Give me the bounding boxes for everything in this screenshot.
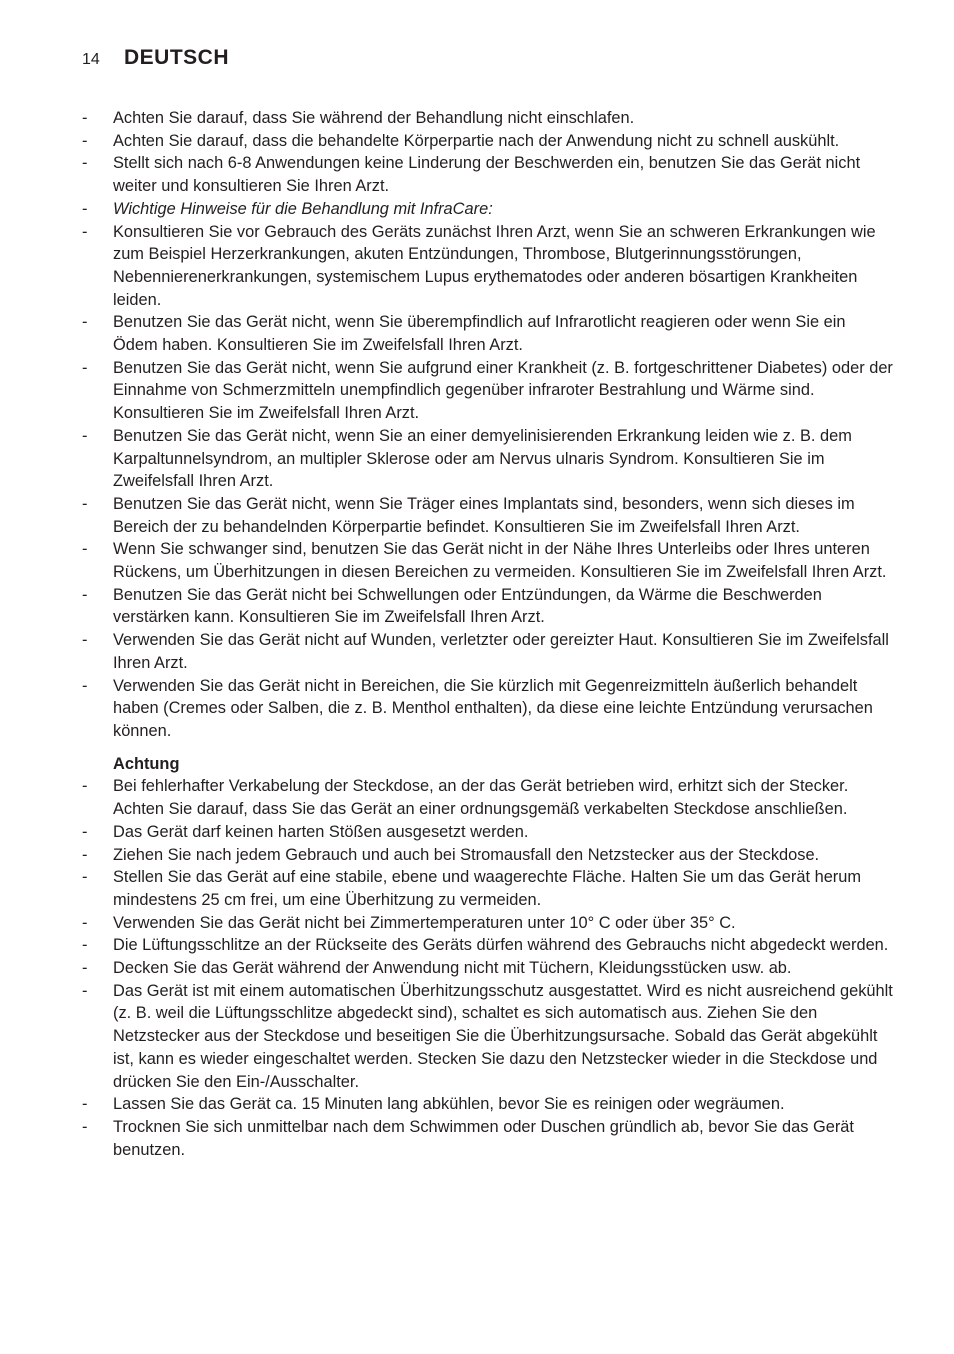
list-item-text: Verwenden Sie das Gerät nicht in Bereichen, die Sie kürzlich mit Gegenreizmitteln äußerlich behandelt haben (Cremes oder Salben, die z. B. Menthol enthalten), da diese eine leichte Entzündung verursachen können. bbox=[113, 676, 873, 740]
caution-list bbox=[82, 775, 894, 1161]
list-item-text: Die Lüftungsschlitze an der Rückseite des Geräts dürfen während des Gebrauchs nicht abgedeckt werden. bbox=[113, 936, 889, 955]
list-item bbox=[82, 538, 894, 583]
list-item-text: Verwenden Sie das Gerät nicht auf Wunden, verletzter oder gereizter Haut. Konsultieren Sie im Zweifelsfall Ihren Arzt. bbox=[113, 631, 889, 672]
list-item-text: Decken Sie das Gerät während der Anwendung nicht mit Tüchern, Kleidungsstücken usw. ab. bbox=[113, 959, 792, 978]
language-heading: DEUTSCH bbox=[124, 46, 230, 69]
list-item bbox=[82, 107, 894, 130]
bullet-dash: - bbox=[82, 585, 88, 604]
list-item-text: Benutzen Sie das Gerät nicht bei Schwellungen oder Entzündungen, da Wärme die Beschwerden verstärken kann. Konsultieren Sie im Zweifelsfall Ihren Arzt. bbox=[113, 585, 822, 627]
list-item bbox=[82, 311, 894, 356]
list-item bbox=[82, 152, 894, 197]
list-item bbox=[82, 980, 894, 1094]
list-item bbox=[82, 934, 894, 957]
list-item-text: Benutzen Sie das Gerät nicht, wenn Sie aufgrund einer Krankheit (z. B. fortgeschrittener Diabetes) oder der Einnahme von Schmerzmitteln unempfindlich gegenüber infraroter Bestrahlung und Wärme sind. Konsultieren Sie im Zweifelsfall Ihren Arzt. bbox=[113, 358, 893, 423]
list-item bbox=[82, 775, 894, 820]
bullet-dash: - bbox=[82, 313, 88, 332]
list-item bbox=[82, 866, 894, 911]
list-item-text: Verwenden Sie das Gerät nicht bei Zimmertemperaturen unter 10° C oder über 35° C. bbox=[113, 913, 736, 932]
bullet-dash: - bbox=[82, 868, 88, 887]
bullet-dash: - bbox=[82, 109, 88, 127]
bullet-dash: - bbox=[82, 777, 88, 796]
list-item bbox=[82, 584, 894, 629]
safety-list bbox=[82, 107, 894, 743]
list-item-text: Konsultieren Sie vor Gebrauch des Geräts zunächst Ihren Arzt, wenn Sie an schweren Erkrankungen wie zum Beispiel Herzerkrankungen, akuten Entzündungen, Thrombose, Blutgerinnungsstörungen, Nebennierenerkrankungen, systemischem Lupus erythematodes oder anderen bösartigen Krankheiten leiden. bbox=[113, 222, 876, 309]
page-header bbox=[82, 46, 229, 70]
bullet-dash: - bbox=[82, 959, 88, 978]
bullet-dash: - bbox=[82, 154, 88, 173]
bullet-dash: - bbox=[82, 1117, 88, 1136]
list-item bbox=[82, 912, 894, 935]
list-item-text: Trocknen Sie sich unmittelbar nach dem Schwimmen oder Duschen gründlich ab, bevor Sie das Gerät benutzen. bbox=[113, 1117, 854, 1159]
bullet-dash: - bbox=[82, 131, 88, 150]
list-item-text: Achten Sie darauf, dass Sie während der Behandlung nicht einschlafen. bbox=[113, 109, 635, 127]
list-item-text: Benutzen Sie das Gerät nicht, wenn Sie an einer demyelinisierenden Erkrankung leiden wie z. B. dem Karpaltunnelsyndrom, an multipler Sklerose oder am Nervus ulnaris Syndrom. Konsultieren Sie im Zweifelsfall Ihren Arzt. bbox=[113, 426, 852, 491]
list-item bbox=[82, 821, 894, 844]
list-item bbox=[82, 957, 894, 980]
bullet-dash: - bbox=[82, 981, 88, 1000]
bullet-dash: - bbox=[82, 199, 88, 218]
list-item-text: Stellt sich nach 6-8 Anwendungen keine Linderung der Beschwerden ein, benutzen Sie das Gerät nicht weiter und konsultieren Sie Ihren Arzt. bbox=[113, 154, 861, 196]
bullet-dash: - bbox=[82, 631, 88, 650]
list-item-text: Bei fehlerhafter Verkabelung der Steckdose, an der das Gerät betrieben wird, erhitzt sich der Stecker. Achten Sie darauf, dass Sie das Gerät an einer ordnungsgemäß verkabelten Steckdose anschließen. bbox=[113, 777, 849, 819]
list-item bbox=[82, 425, 894, 493]
bullet-dash: - bbox=[82, 358, 88, 377]
bullet-dash: - bbox=[82, 426, 88, 445]
list-item-text: Das Gerät ist mit einem automatischen Überhitzungsschutz ausgestattet. Wird es nicht ausreichend gekühlt (z. B. weil die Lüftungsschlitze abgedeckt sind), schaltet es sich automatisch aus. Ziehen Sie den Netzstecker aus der Steckdose und beseitigen Sie die Überhitzungsursache. Sobald das Gerät abgekühlt ist, kann es wieder eingeschaltet werden. Stecken Sie dazu den Netzstecker wieder in die Steckdose und drücken Sie den Ein-/Ausschalter. bbox=[113, 981, 893, 1091]
bullet-dash: - bbox=[82, 1095, 88, 1114]
bullet-dash: - bbox=[82, 222, 88, 241]
list-item bbox=[82, 675, 894, 743]
list-item bbox=[82, 357, 894, 425]
list-item bbox=[82, 629, 894, 674]
list-item bbox=[82, 1116, 894, 1161]
list-item bbox=[82, 493, 894, 538]
page-content bbox=[82, 107, 894, 1161]
list-item-text: Das Gerät darf keinen harten Stößen ausgesetzt werden. bbox=[113, 822, 529, 841]
bullet-dash: - bbox=[82, 540, 88, 559]
list-item-text: Stellen Sie das Gerät auf eine stabile, ebene und waagerechte Fläche. Halten Sie um das Gerät herum mindestens 25 cm frei, um eine Überhitzung zu vermeiden. bbox=[113, 868, 862, 909]
list-item-text: Lassen Sie das Gerät ca. 15 Minuten lang abkühlen, bevor Sie es reinigen oder wegräumen. bbox=[113, 1095, 785, 1114]
list-item-text: Achten Sie darauf, dass die behandelte Körperpartie nach der Anwendung nicht zu schnell auskühlt. bbox=[113, 131, 840, 150]
bullet-dash: - bbox=[82, 845, 88, 864]
page-number: 14 bbox=[82, 51, 100, 68]
section-heading-achtung: Achtung bbox=[113, 754, 180, 773]
list-item-text: Ziehen Sie nach jedem Gebrauch und auch bei Stromausfall den Netzstecker aus der Steckdose. bbox=[113, 845, 820, 864]
list-item bbox=[82, 198, 894, 221]
list-item-text: Wichtige Hinweise für die Behandlung mit InfraCare: bbox=[113, 199, 493, 218]
list-item bbox=[82, 844, 894, 867]
list-item-text: Benutzen Sie das Gerät nicht, wenn Sie Träger eines Implantats sind, besonders, wenn sich dieses im Bereich der zu behandelnden Körperpartie befindet. Konsultieren Sie im Zweifelsfall Ihren Arzt. bbox=[113, 494, 855, 536]
bullet-dash: - bbox=[82, 822, 88, 841]
list-item-text: Wenn Sie schwanger sind, benutzen Sie das Gerät nicht in der Nähe Ihres Unterleibs oder Ihres unteren Rückens, um Überhitzungen in diesen Bereichen zu vermeiden. Konsultieren Sie im Zweifelsfall Ihren Arzt. bbox=[113, 540, 887, 582]
bullet-dash: - bbox=[82, 494, 88, 513]
list-item bbox=[82, 130, 894, 153]
list-item bbox=[82, 221, 894, 312]
list-item bbox=[82, 1093, 894, 1116]
bullet-dash: - bbox=[82, 936, 88, 955]
bullet-dash: - bbox=[82, 676, 88, 695]
list-item-text: Benutzen Sie das Gerät nicht, wenn Sie überempfindlich auf Infrarotlicht reagieren oder wenn Sie ein Ödem haben. Konsultieren Sie im Zweifelsfall Ihren Arzt. bbox=[113, 313, 846, 355]
bullet-dash: - bbox=[82, 913, 88, 932]
